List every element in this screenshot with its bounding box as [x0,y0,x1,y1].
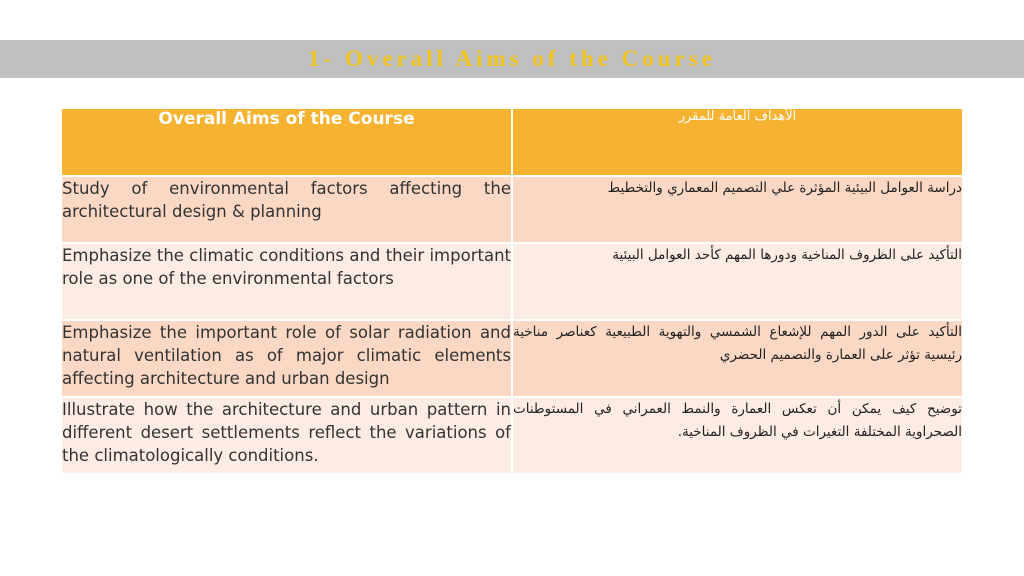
header-arabic: الأهداف العامة للمقرر [512,109,962,176]
slide-title: 1- Overall Aims of the Course [308,46,716,71]
table-row [62,397,962,473]
aims-table [62,109,962,473]
title-band [0,40,1024,78]
header-english: Overall Aims of the Course [62,109,512,176]
aim-english-cell: Emphasize the climatic conditions and their important role as one of the environmental factors [62,243,512,320]
aim-arabic-cell: دراسة العوامل البيئية المؤثرة علي التصميم المعماري والتخطيط [512,176,962,243]
aim-arabic-cell: التأكيد على الظروف المناخية ودورها المهم كأحد العوامل البيئية [512,243,962,320]
table-row [62,320,962,397]
table-row [62,176,962,243]
aim-english-cell: Emphasize the important role of solar radiation and natural ventilation as of major climatic elements affecting architecture and urban design [62,320,512,397]
aim-english-cell: Study of environmental factors affecting the architectural design & planning [62,176,512,243]
aim-english-cell: Illustrate how the architecture and urban pattern in different desert settlements reflect the variations of the climatologically conditions. [62,397,512,473]
aim-arabic-cell: توضيح كيف يمكن أن تعكس العمارة والنمط العمراني في المستوطنات الصحراوية المختلفة التغيرات في الظروف المناخية. [512,397,962,473]
table-header-row [62,109,962,176]
table-row [62,243,962,320]
aim-arabic-cell: التأكيد على الدور المهم للإشعاع الشمسي والتهوية الطبيعية كعناصر مناخية رئيسية تؤثر على العمارة والتصميم الحضري [512,320,962,397]
